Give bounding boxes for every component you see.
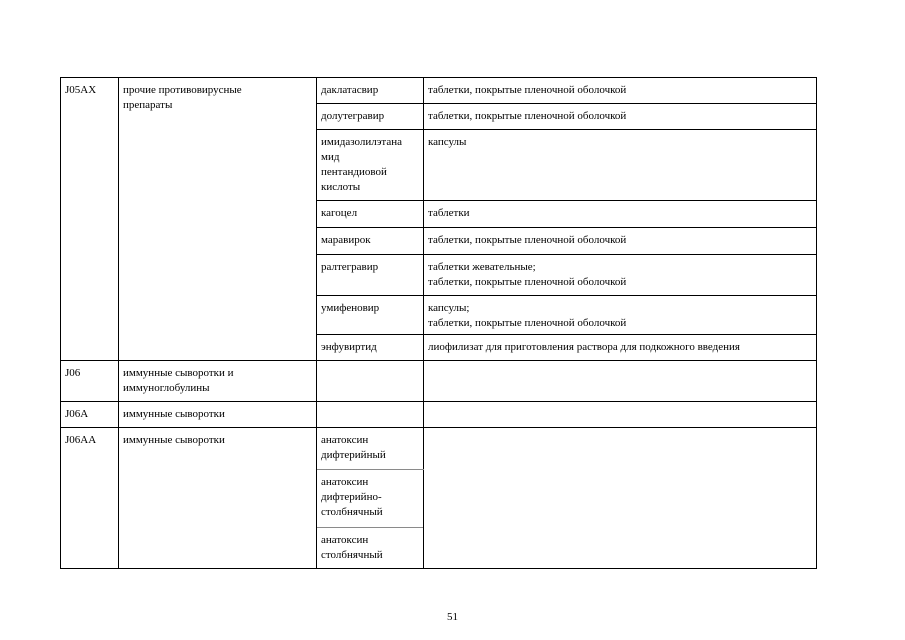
table-row (61, 428, 817, 470)
dosage-form-cell: таблетки, покрытые пленочной оболочкой (424, 228, 817, 255)
drug-name-cell: даклатасвир (317, 78, 424, 104)
dosage-form-cell: лиофилизат для приготовления раствора для подкожного введения (424, 335, 817, 361)
drug-name-cell (317, 361, 424, 402)
atc-group-cell: прочие противовирусные препараты (119, 78, 317, 361)
drug-name-cell (317, 402, 424, 428)
drug-name-cell: кагоцел (317, 201, 424, 228)
dosage-form-cell (424, 428, 817, 569)
dosage-form-cell: таблетки, покрытые пленочной оболочкой (424, 104, 817, 130)
drug-name-cell: анатоксин дифтерийно- столбнячный (317, 470, 424, 528)
drug-table (60, 77, 817, 569)
drug-name-cell: анатоксин столбнячный (317, 528, 424, 569)
dosage-form-cell (424, 402, 817, 428)
drug-name-cell: энфувиртид (317, 335, 424, 361)
drug-name-cell: анатоксин дифтерийный (317, 428, 424, 470)
atc-code-cell: J05AX (61, 78, 119, 361)
dosage-form-cell: таблетки (424, 201, 817, 228)
drug-name-cell: ралтегравир (317, 255, 424, 296)
dosage-form-cell: капсулы; таблетки, покрытые пленочной оболочкой (424, 296, 817, 335)
atc-code-cell: J06AA (61, 428, 119, 569)
atc-code-cell: J06 (61, 361, 119, 402)
drug-name-cell: маравирок (317, 228, 424, 255)
atc-group-cell: иммунные сыворотки и иммуноглобулины (119, 361, 317, 402)
dosage-form-cell: таблетки, покрытые пленочной оболочкой (424, 78, 817, 104)
dosage-form-cell (424, 361, 817, 402)
page-number: 51 (447, 611, 458, 623)
drug-name-cell: имидазолилэтана мид пентандиовой кислоты (317, 130, 424, 201)
drug-name-cell: умифеновир (317, 296, 424, 335)
atc-code-cell: J06A (61, 402, 119, 428)
table-row (61, 402, 817, 428)
atc-group-cell: иммунные сыворотки (119, 428, 317, 569)
dosage-form-cell: капсулы (424, 130, 817, 201)
table-row (61, 78, 817, 104)
drug-name-cell: долутегравир (317, 104, 424, 130)
table-row (61, 361, 817, 402)
atc-group-cell: иммунные сыворотки (119, 402, 317, 428)
dosage-form-cell: таблетки жевательные; таблетки, покрытые пленочной оболочкой (424, 255, 817, 296)
